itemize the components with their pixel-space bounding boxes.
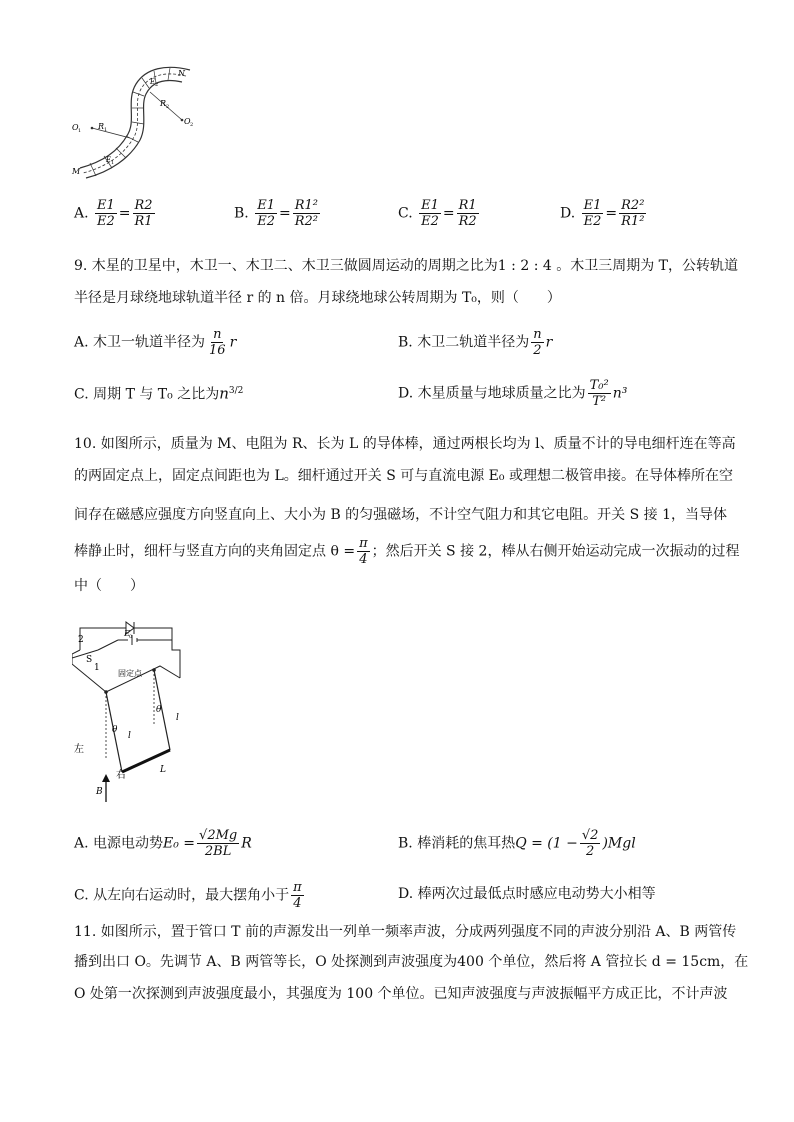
q8-option-c[interactable]: C. $\frac{E1}{E2}$ = $\frac{R1}{R2}$ (398, 198, 477, 229)
label-O1-sub: 1 (78, 128, 82, 134)
q11-line-2: 播到出口 O。先调节 A、B 两管等长，O 处探测到声波强度为400 个单位，然后将 A 管拉长 d = 15cm，在 (74, 954, 749, 970)
q8-option-c-rhs: $\frac{R1}{R2}$ (458, 198, 477, 229)
fig8-tube-diagram (70, 62, 200, 180)
q8-option-d-rhs: $\frac{\text{R2²}}{\text{R1²}}$ (621, 198, 645, 229)
q9-option-c-value: n (219, 384, 229, 403)
q10-option-b-tail: )Mgl (602, 835, 636, 852)
q9-option-d-tail: n³ (612, 385, 628, 402)
q10-line-3: 间存在磁感应强度方向竖直向上、大小为 B 的匀强磁场，不计空气阻力和其它电阻。开关 S 接 1，当导体 (74, 507, 728, 523)
q9-option-d-frac: $\frac{\text{T₀²}}{\text{T²}}$ (589, 378, 609, 409)
q8-option-a-lhs: $\frac{E1}{E2}$ (97, 198, 115, 229)
q10-option-c-frac: $\frac{\pi}{4}$ (293, 880, 302, 911)
q10-option-a[interactable] (74, 828, 252, 859)
q9-option-b[interactable] (398, 327, 552, 358)
label-E2: E (150, 78, 156, 86)
fig10-label-l-right: l (176, 713, 179, 723)
q9-option-a[interactable] (74, 327, 236, 358)
label-E2-sub: 2 (155, 82, 159, 88)
label-E1-sub: 1 (111, 160, 115, 166)
q8-option-a-letter: A. (74, 205, 89, 222)
q8-option-b[interactable]: B. $\frac{E1}{E2}$ = $\frac{\text{R1²}}{\text{R2²}}$ (234, 198, 318, 229)
q8-option-d-letter: D. (560, 205, 576, 222)
q9-option-c-text: C. 周期 T 与 T₀ 之比为 (74, 386, 220, 403)
q10-line-4 (74, 536, 739, 567)
circuit-wire-battery (98, 635, 172, 650)
fig10-label-left: 左 (74, 744, 84, 755)
q8-option-c-letter: C. (398, 205, 413, 222)
q8-option-b-letter: B. (234, 205, 249, 222)
q8-option-d[interactable]: D. $\frac{E1}{E2}$ = $\frac{\text{R2²}}{\text{R1²}}$ (560, 198, 645, 229)
q10-option-d-text: D. 棒两次过最低点时感应电动势大小相等 (398, 886, 656, 902)
label-O1: O (72, 123, 79, 132)
q9-option-c-exponent: 3/2 (228, 386, 244, 396)
label-O2: O (184, 117, 191, 126)
q10-line-4-start: 棒静止时，细杆与竖直方向的夹角固定点 θ = (74, 543, 356, 560)
q8-option-a-rhs: $\frac{R2}{R1}$ (134, 198, 153, 229)
label-O2-sub: 2 (190, 122, 194, 128)
q10-option-d[interactable] (398, 884, 656, 904)
q10-line-4-end: ；然后开关 S 接 2，棒从右侧开始运动完成一次振动的过程 (371, 543, 740, 560)
fig10-label-E0-sub: 0 (129, 634, 133, 640)
q9-line-2: 半径是月球绕地球轨道半径 r 的 n 倍。月球绕地球公转周期为 T₀，则（ ） (74, 290, 561, 306)
switch-arm (72, 650, 98, 658)
q8-option-b-rhs: $\frac{\text{R1²}}{\text{R2²}}$ (294, 198, 318, 229)
q9-option-c[interactable] (74, 381, 243, 405)
fig10-label-right: 右 (116, 770, 126, 781)
q11-line-1: 11. 如图所示，置于管口 T 前的声源发出一列单一频率声波，分成两列强度不同的声波分别沿 A、B 两管传 (74, 924, 737, 940)
q10-option-b[interactable] (398, 828, 636, 859)
q10-option-b-lhs: Q = (1 − (515, 835, 578, 852)
q8-option-c-lhs: $\frac{E1}{E2}$ (421, 198, 439, 229)
q9-option-a-tail: r (229, 334, 237, 351)
label-R1: R (98, 122, 105, 131)
q9-option-d-text: D. 木星质量与地球质量之比为 (398, 385, 586, 402)
q8-option-a[interactable]: A. $\frac{E1}{E2}$ = $\frac{R2}{R1}$ (74, 198, 153, 229)
tube-outer-wall (80, 67, 190, 168)
fig10-label-theta-right: θ (156, 705, 162, 715)
q9-option-a-frac: $\frac{n}{16}$ (209, 327, 226, 358)
q10-option-c-text: C. 从左向右运动时，最大摆角小于 (74, 887, 290, 904)
label-R1-sub: 1 (104, 127, 108, 133)
fig10-label-l-left: l (128, 731, 131, 741)
fig10-label-E0: E (124, 629, 130, 638)
q9-option-b-text: B. 木卫二轨道半径为 (398, 334, 530, 351)
label-R2: R (160, 99, 167, 108)
q10-option-a-lhs: E₀ = (163, 835, 196, 852)
q10-option-b-frac: $\frac{√2}{2}$ (581, 828, 599, 859)
fig10-label-theta-left: θ (112, 725, 118, 735)
q10-line-1: 10. 如图所示，质量为 M、电阻为 R、长为 L 的导体棒，通过两根长均为 l、质量不计的导电细杆连在等高 (74, 436, 736, 452)
q8-option-d-lhs: $\frac{E1}{E2}$ (583, 198, 602, 229)
q10-option-a-tail: R (241, 835, 252, 852)
q10-option-a-frac: $\frac{√2Mg}{2BL}$ (199, 828, 238, 859)
label-E1: E (106, 156, 112, 164)
q11-line-3: O 处第一次探测到声波强度最小，其强度为 100 个单位。已知声波强度与声波振幅平方成正比，不计声波 (74, 986, 728, 1002)
q9-option-a-text: A. 木卫一轨道半径为 (74, 334, 206, 351)
fig10-label-L: L (160, 765, 166, 775)
label-N: N (178, 69, 185, 78)
q10-theta-frac: $\frac{\pi}{4}$ (359, 536, 368, 567)
fig10-label-S: S (86, 655, 93, 665)
q9-line-1: 9. 木星的卫星中，木卫一、木卫二、木卫三做圆周运动的周期之比为1 : 2 : 4 。木卫三周期为 T，公转轨道 (74, 258, 738, 274)
label-M: M (72, 167, 81, 176)
fig10-label-1: 1 (94, 663, 100, 673)
q9-option-d[interactable] (398, 378, 627, 409)
q10-option-c[interactable] (74, 880, 306, 911)
label-R2-sub: 2 (166, 104, 170, 110)
q10-line-5: 中（ ） (74, 578, 144, 594)
q9-option-b-frac: $\frac{n}{2}$ (533, 327, 542, 358)
q10-circuit-diagram (72, 608, 192, 804)
q10-option-a-text: A. 电源电动势 (74, 835, 164, 852)
q10-option-b-text: B. 棒消耗的焦耳热 (398, 835, 516, 852)
fig10-label-2: 2 (78, 635, 84, 645)
fig10-label-fixed-point: 固定点 (118, 669, 142, 678)
q9-option-b-tail: r (545, 334, 553, 351)
q8-option-b-lhs: $\frac{E1}{E2}$ (257, 198, 275, 229)
fig10-label-B: B (96, 787, 103, 797)
q10-line-2: 的两固定点上，固定点间距也为 L。细杆通过开关 S 可与直流电源 E₀ 或理想二极管串接。在导体棒所在空 (74, 468, 733, 484)
